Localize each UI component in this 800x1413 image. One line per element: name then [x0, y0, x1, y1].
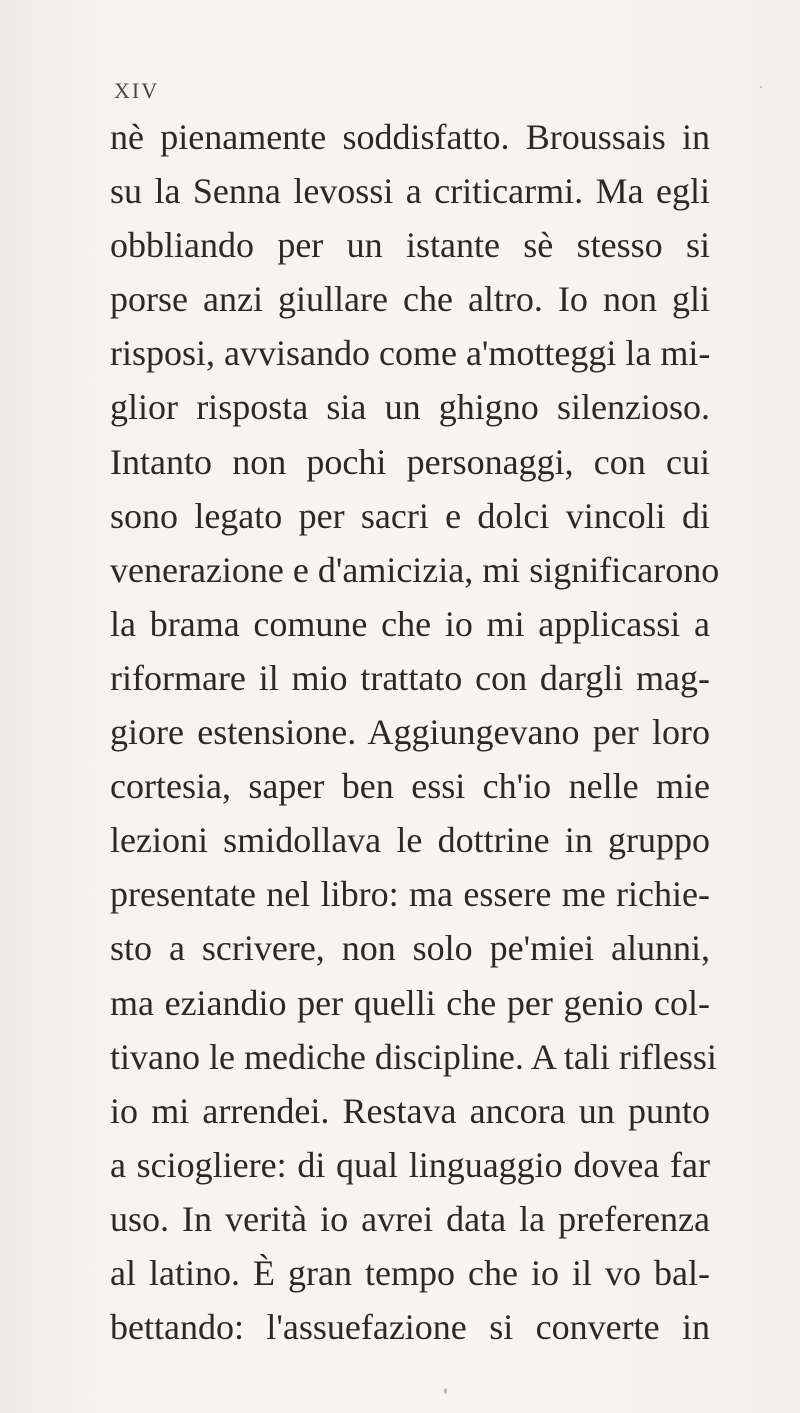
paper-speck — [760, 86, 762, 88]
text-line: lezioni smidollava le dottrine in gruppo — [110, 820, 710, 861]
text-line: presentate nel libro: ma essere me richie- — [110, 874, 710, 915]
text-line: bettando: l'assuefazione si converte in — [110, 1307, 710, 1348]
text-line: obbliando per un istante sè stesso si — [110, 225, 710, 266]
text-line: risposi, avvisando come a'motteggi la mi- — [110, 333, 711, 374]
paper-speck — [444, 1388, 447, 1394]
text-line: sto a scrivere, non solo pe'miei alunni, — [110, 928, 710, 969]
text-line: io mi arrendei. Restava ancora un punto — [110, 1090, 710, 1131]
text-line: al latino. È gran tempo che io il vo bal- — [110, 1252, 710, 1293]
text-line: tivano le mediche discipline. A tali riflessi — [110, 1036, 717, 1077]
text-line: porse anzi giullare che altro. Io non gli — [110, 279, 710, 320]
text-line: cortesia, saper ben essi ch'io nelle mie — [110, 766, 710, 807]
text-line: giore estensione. Aggiungevano per loro — [110, 712, 710, 753]
text-line: glior risposta sia un ghigno silenzioso. — [110, 387, 710, 428]
text-line: ma eziandio per quelli che per genio col- — [110, 982, 710, 1023]
text-line: su la Senna levossi a criticarmi. Ma egli — [110, 171, 710, 212]
page-number: XIV — [114, 78, 160, 103]
text-line: venerazione e d'amicizia, mi significarono — [110, 549, 720, 590]
text-line: sono legato per sacri e dolci vincoli di — [110, 495, 710, 536]
text-line: la brama comune che io mi applicassi a — [110, 603, 710, 644]
text-line: riformare il mio trattato con dargli mag- — [110, 657, 710, 698]
body-text — [110, 110, 720, 1354]
text-line: a sciogliere: di qual linguaggio dovea far — [110, 1144, 710, 1185]
text-line: nè pienamente soddisfatto. Broussais in — [110, 117, 710, 157]
text-line: Intanto non pochi personaggi, con cui — [110, 441, 710, 482]
text-line: uso. In verità io avrei data la preferenza — [110, 1198, 710, 1239]
